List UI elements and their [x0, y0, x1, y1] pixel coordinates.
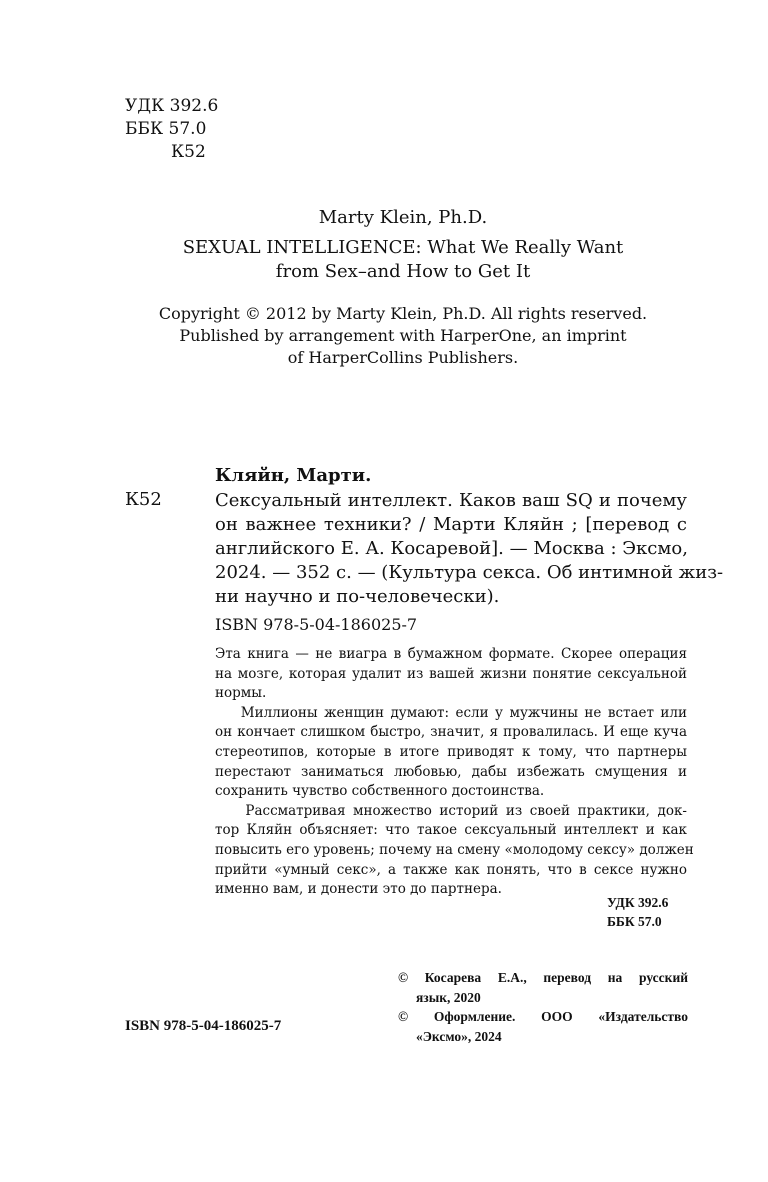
original-title-line1: SEXUAL INTELLIGENCE: What We Really Want — [182, 237, 624, 258]
record-line: английского Е. А. Косаревой]. — Москва : Эксмо, — [215, 538, 688, 559]
record-isbn: ISBN 978-5-04-186025-7 — [215, 615, 418, 634]
footer-classification — [607, 893, 668, 931]
udk-code: УДК 392.6 — [125, 96, 219, 116]
record-line: ни научно и по-человечески). — [215, 586, 500, 607]
copyright-line3: of HarperCollins Publishers. — [287, 348, 519, 367]
annotation-line: Эта книга — не виагра в бумажном формате. Скорее операция — [215, 646, 687, 662]
copyright-line2: Published by arrangement with HarperOne, an imprint — [179, 326, 627, 345]
credits — [398, 968, 688, 1046]
original-title-line2: from Sex–and How to Get It — [275, 261, 531, 282]
footer-udk: УДК 392.6 — [607, 895, 669, 910]
footer-isbn: ISBN 978-5-04-186025-7 — [125, 1018, 282, 1034]
annotation — [215, 645, 694, 900]
credit-line: «Эксмо», 2024 — [416, 1028, 502, 1044]
annotation-line: повысить его уровень; почему на смену «молодому сексу» должен — [215, 841, 694, 858]
credit-line: язык, 2020 — [416, 989, 481, 1005]
record-line: Сексуальный интеллект. Каков ваш SQ и почему — [215, 490, 687, 511]
copyright-line1: Copyright © 2012 by Marty Klein, Ph.D. All rights reserved. — [158, 304, 648, 323]
annotation-line: Рассматривая множество историй из своей практики, док- — [215, 802, 687, 819]
original-author: Marty Klein, Ph.D. — [318, 207, 488, 228]
classification-codes — [125, 95, 218, 164]
record-author-heading: Кляйн, Марти. — [215, 465, 372, 486]
annotation-line: именно вам, и донести это до партнера. — [215, 881, 502, 898]
annotation-line: прийти «умный секс», а также как понять, что в сексе нужно — [215, 861, 687, 878]
annotation-line: сохранить чувство собственного достоинства. — [215, 783, 545, 800]
record-author-mark: К52 — [125, 489, 162, 510]
annotation-line: перестают заниматься любовью, дабы избежать смущения и — [215, 763, 687, 780]
credit-line: © Оформление. ООО «Издательство — [398, 1009, 688, 1024]
footer-bbk: ББК 57.0 — [607, 914, 662, 929]
annotation-line: стереотипов, которые в итоге приводят к тому, что партнеры — [215, 743, 687, 760]
annotation-line: тор Кляйн объясняет: что такое сексуальный интеллект и как — [215, 822, 687, 839]
annotation-line: Миллионы женщин думают: если у мужчины не встает или — [215, 704, 687, 721]
annotation-line: на мозге, которая удалит из вашей жизни понятие сексуальной — [215, 665, 687, 682]
bbk-code: ББК 57.0 — [125, 119, 207, 139]
credit-line: © Косарева Е.А., перевод на русский — [398, 970, 688, 985]
record-line: 2024. — 352 с. — (Культура секса. Об интимной жиз- — [215, 562, 724, 583]
annotation-line: нормы. — [215, 685, 267, 702]
record-line: он важнее техники? / Марти Кляйн ; [перевод с — [215, 514, 687, 535]
author-mark: К52 — [171, 142, 206, 162]
annotation-line: он кончает слишком быстро, значит, я провалилась. И еще куча — [215, 724, 687, 741]
bibliographic-description — [215, 489, 724, 609]
